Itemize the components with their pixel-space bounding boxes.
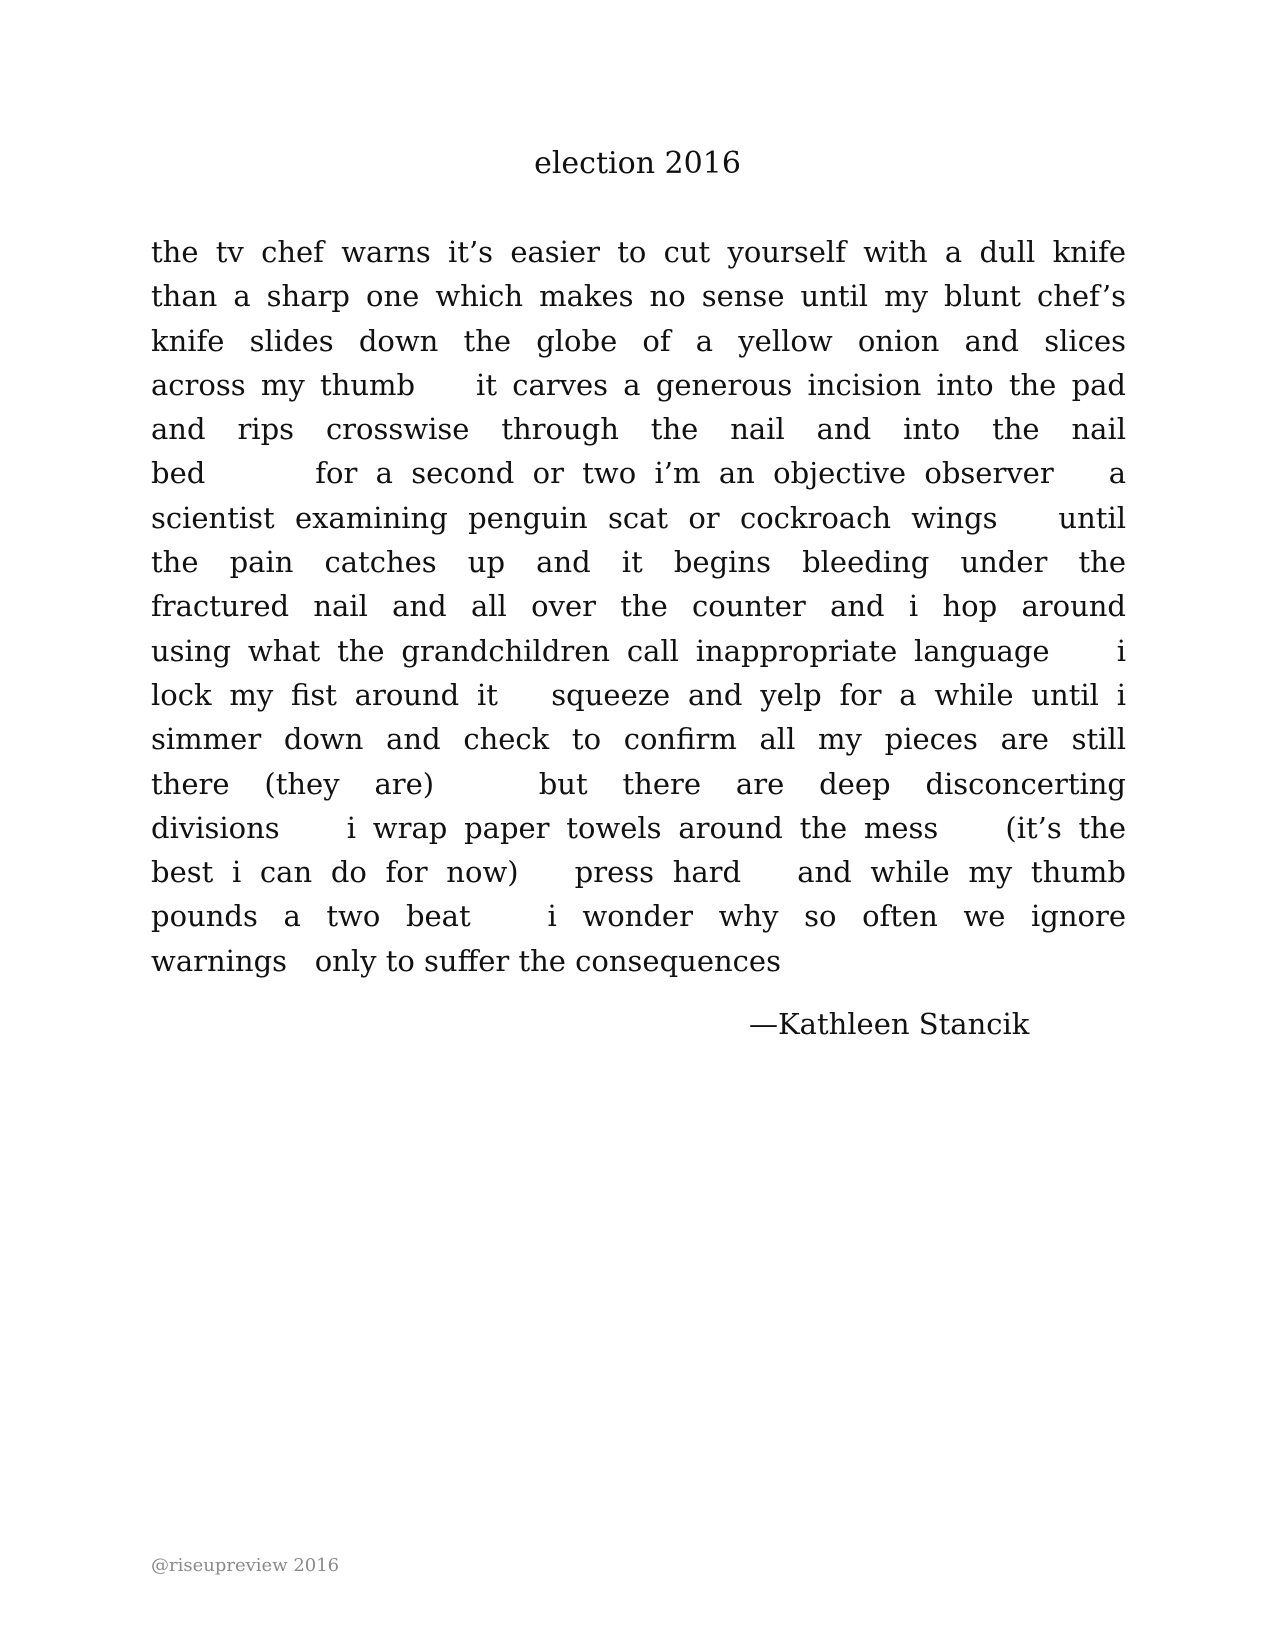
poem-line: divisions i wrap paper towels around the mess (it’s the <box>151 810 1126 845</box>
page-title: election 2016 <box>534 146 741 181</box>
poem-line: the tv chef warns it’s easier to cut yourself with a dull knife <box>151 235 1126 269</box>
poem-line: than a sharp one which makes no sense until my blunt chef’s <box>151 279 1126 314</box>
poem-line: and rips crosswise through the nail and into the nail <box>151 412 1126 447</box>
poem-line: the pain catches up and it begins bleeding under the <box>151 545 1126 580</box>
poem-line: knife slides down the globe of a yellow onion and slices <box>151 323 1126 358</box>
author-signature: —Kathleen Stancik <box>749 1007 1030 1041</box>
poem-line: pounds a two beat i wonder why so often we ignore <box>151 899 1126 934</box>
poem-line: lock my fist around it squeeze and yelp for a while until i <box>151 677 1126 712</box>
poem-line: fractured nail and all over the counter and i hop around <box>151 589 1126 624</box>
poem-line: best i can do for now) press hard and while my thumb <box>151 855 1126 890</box>
poem-line: simmer down and check to confirm all my pieces are still <box>151 722 1126 757</box>
poem-line: warnings only to suffer the consequences <box>151 943 781 978</box>
poem-line: there (they are) but there are deep disconcerting <box>151 766 1126 801</box>
footer-credit: @riseupreview 2016 <box>151 1555 340 1576</box>
poem-body <box>151 230 1126 983</box>
poem-line: using what the grandchildren call inappropriate language i <box>151 633 1126 668</box>
poem-line: bed for a second or two i’m an objective observer a <box>151 456 1126 491</box>
poem-line: scientist examining penguin scat or cockroach wings until <box>151 500 1126 535</box>
poem-line: across my thumb it carves a generous incision into the pad <box>151 367 1126 402</box>
